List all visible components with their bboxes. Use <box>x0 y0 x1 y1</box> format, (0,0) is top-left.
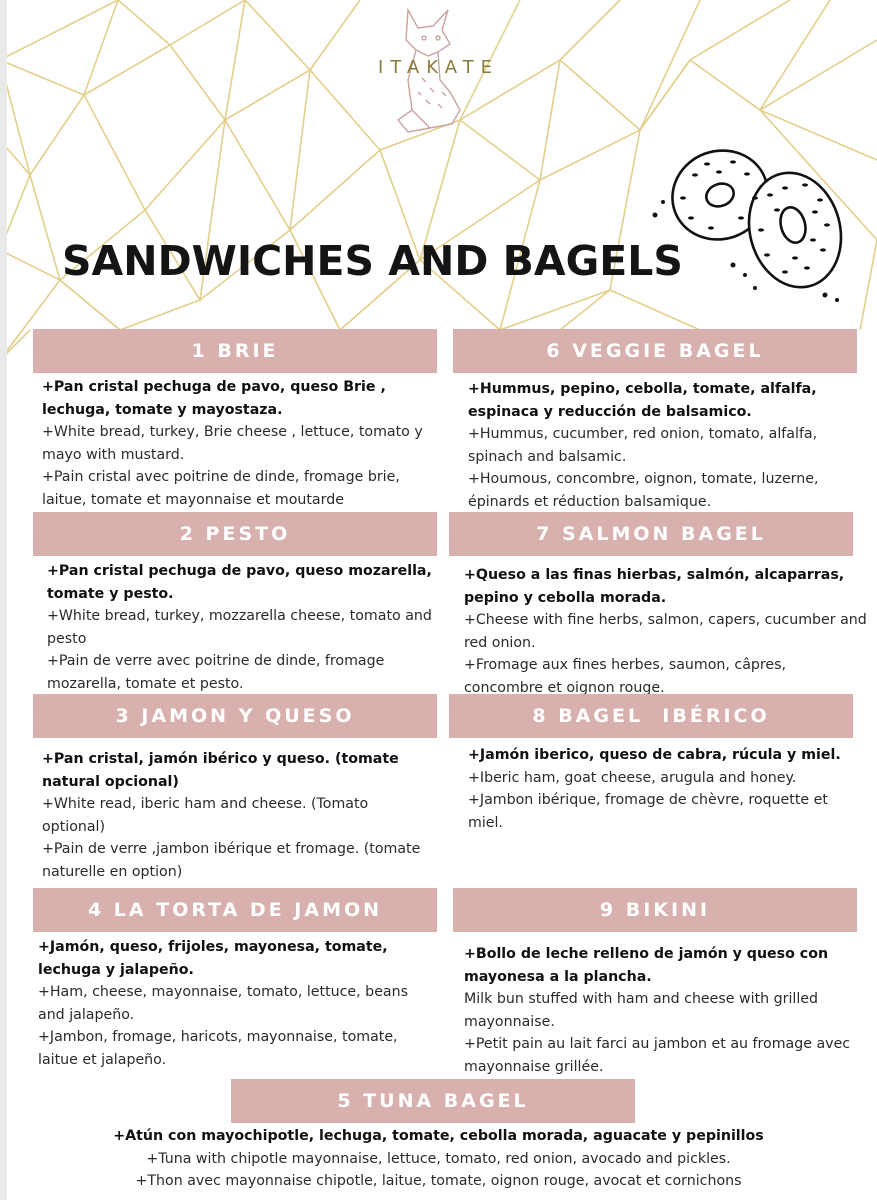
item-description-pesto <box>47 560 432 694</box>
section-header-salmon-bagel: 7 SALMON BAGEL <box>449 512 853 556</box>
item-description-veggie-bagel <box>468 378 873 512</box>
description-english: +White bread, turkey, mozzarella cheese, tomato and pesto <box>47 608 432 647</box>
description-spanish: +Bollo de leche relleno de jamón y queso con mayonesa a la plancha. <box>464 946 829 985</box>
brand-name: ITAKATE <box>378 57 499 78</box>
description-english: Milk bun stuffed with ham and cheese with grilled mayonnaise. <box>464 991 819 1030</box>
item-description-salmon-bagel <box>464 564 869 694</box>
description-english: +Cheese with fine herbs, salmon, capers, cucumber and red onion. <box>464 612 867 651</box>
description-english: +White read, iberic ham and cheese. (Tomato optional) <box>42 796 369 835</box>
section-header-pesto: 2 PESTO <box>33 512 437 556</box>
description-english: +White bread, turkey, Brie cheese , lettuce, tomato y mayo with mustard. <box>42 424 423 463</box>
item-description-bagel-iberico <box>468 744 858 834</box>
section-header-jamon-y-queso: 3 JAMON Y QUESO <box>33 694 437 738</box>
description-french: +Pain de verre avec poitrine de dinde, fromage mozarella, tomate et pesto. <box>47 653 385 692</box>
section-header-brie: 1 BRIE <box>33 329 437 373</box>
description-french: +Jambon, fromage, haricots, mayonnaise, tomate, laitue et jalapeño. <box>38 1029 398 1068</box>
description-spanish: +Hummus, pepino, cebolla, tomate, alfalfa, espinaca y reducción de balsamico. <box>468 381 817 420</box>
item-description-bikini <box>464 943 859 1079</box>
description-french: +Houmous, concombre, oignon, tomate, luzerne, épinards et réduction balsamique. <box>468 471 819 510</box>
description-french: +Jambon ibérique, fromage de chèvre, roquette et miel. <box>468 792 828 831</box>
section-header-bagel-iberico: 8 BAGEL IBÉRICO <box>449 694 853 738</box>
description-spanish: +Jamón, queso, frijoles, mayonesa, tomate, lechuga y jalapeño. <box>38 939 388 978</box>
menu-title: SANDWICHES AND BAGELS <box>62 237 683 285</box>
description-french: +Thon avec mayonnaise chipotle, laitue, tomate, oignon rouge, avocat et cornichons <box>135 1173 742 1190</box>
description-english: +Ham, cheese, mayonnaise, tomato, lettuce, beans and jalapeño. <box>38 984 408 1023</box>
item-description-la-torta-de-jamon <box>38 936 438 1072</box>
description-english: +Iberic ham, goat cheese, arugula and honey. <box>468 769 797 786</box>
section-header-veggie-bagel: 6 VEGGIE BAGEL <box>453 329 857 373</box>
description-english: +Tuna with chipotle mayonnaise, lettuce, tomato, red onion, avocado and pickles. <box>146 1150 731 1167</box>
item-description-brie <box>42 376 434 512</box>
description-spanish: +Queso a las finas hierbas, salmón, alcaparras, pepino y cebolla morada. <box>464 567 845 606</box>
description-spanish: +Atún con mayochipotle, lechuga, tomate, cebolla morada, aguacate y pepinillos <box>113 1128 764 1144</box>
description-french: +Fromage aux fines herbes, saumon, câpres, concombre et oignon rouge. <box>464 657 787 694</box>
description-french: +Petit pain au lait farci au jambon et au fromage avec mayonnaise grillée. <box>464 1036 851 1075</box>
section-header-tuna-bagel: 5 TUNA BAGEL <box>231 1079 635 1123</box>
description-english: +Hummus, cucumber, red onion, tomato, alfalfa, spinach and balsamic. <box>468 426 818 465</box>
item-description-tuna-bagel <box>20 1125 857 1193</box>
description-spanish: +Pan cristal pechuga de pavo, queso Brie , lechuga, tomate y mayostaza. <box>42 379 386 418</box>
description-spanish: +Jamón iberico, queso de cabra, rúcula y miel. <box>468 747 841 763</box>
left-page-edge <box>0 0 7 1200</box>
section-header-la-torta-de-jamon: 4 LA TORTA DE JAMON <box>33 888 437 932</box>
description-french: +Pain cristal avec poitrine de dinde, fromage brie, laitue, tomate et mayonnaise et moutarde <box>42 469 400 508</box>
item-description-jamon-y-queso <box>42 748 434 884</box>
description-spanish: +Pan cristal, jamón ibérico y queso. (tomate natural opcional) <box>42 751 399 790</box>
section-header-bikini: 9 BIKINI <box>453 888 857 932</box>
description-french: +Pain de verre ,jambon ibérique et fromage. (tomate naturelle en option) <box>42 841 421 880</box>
description-spanish: +Pan cristal pechuga de pavo, queso mozarella, tomate y pesto. <box>47 563 432 602</box>
